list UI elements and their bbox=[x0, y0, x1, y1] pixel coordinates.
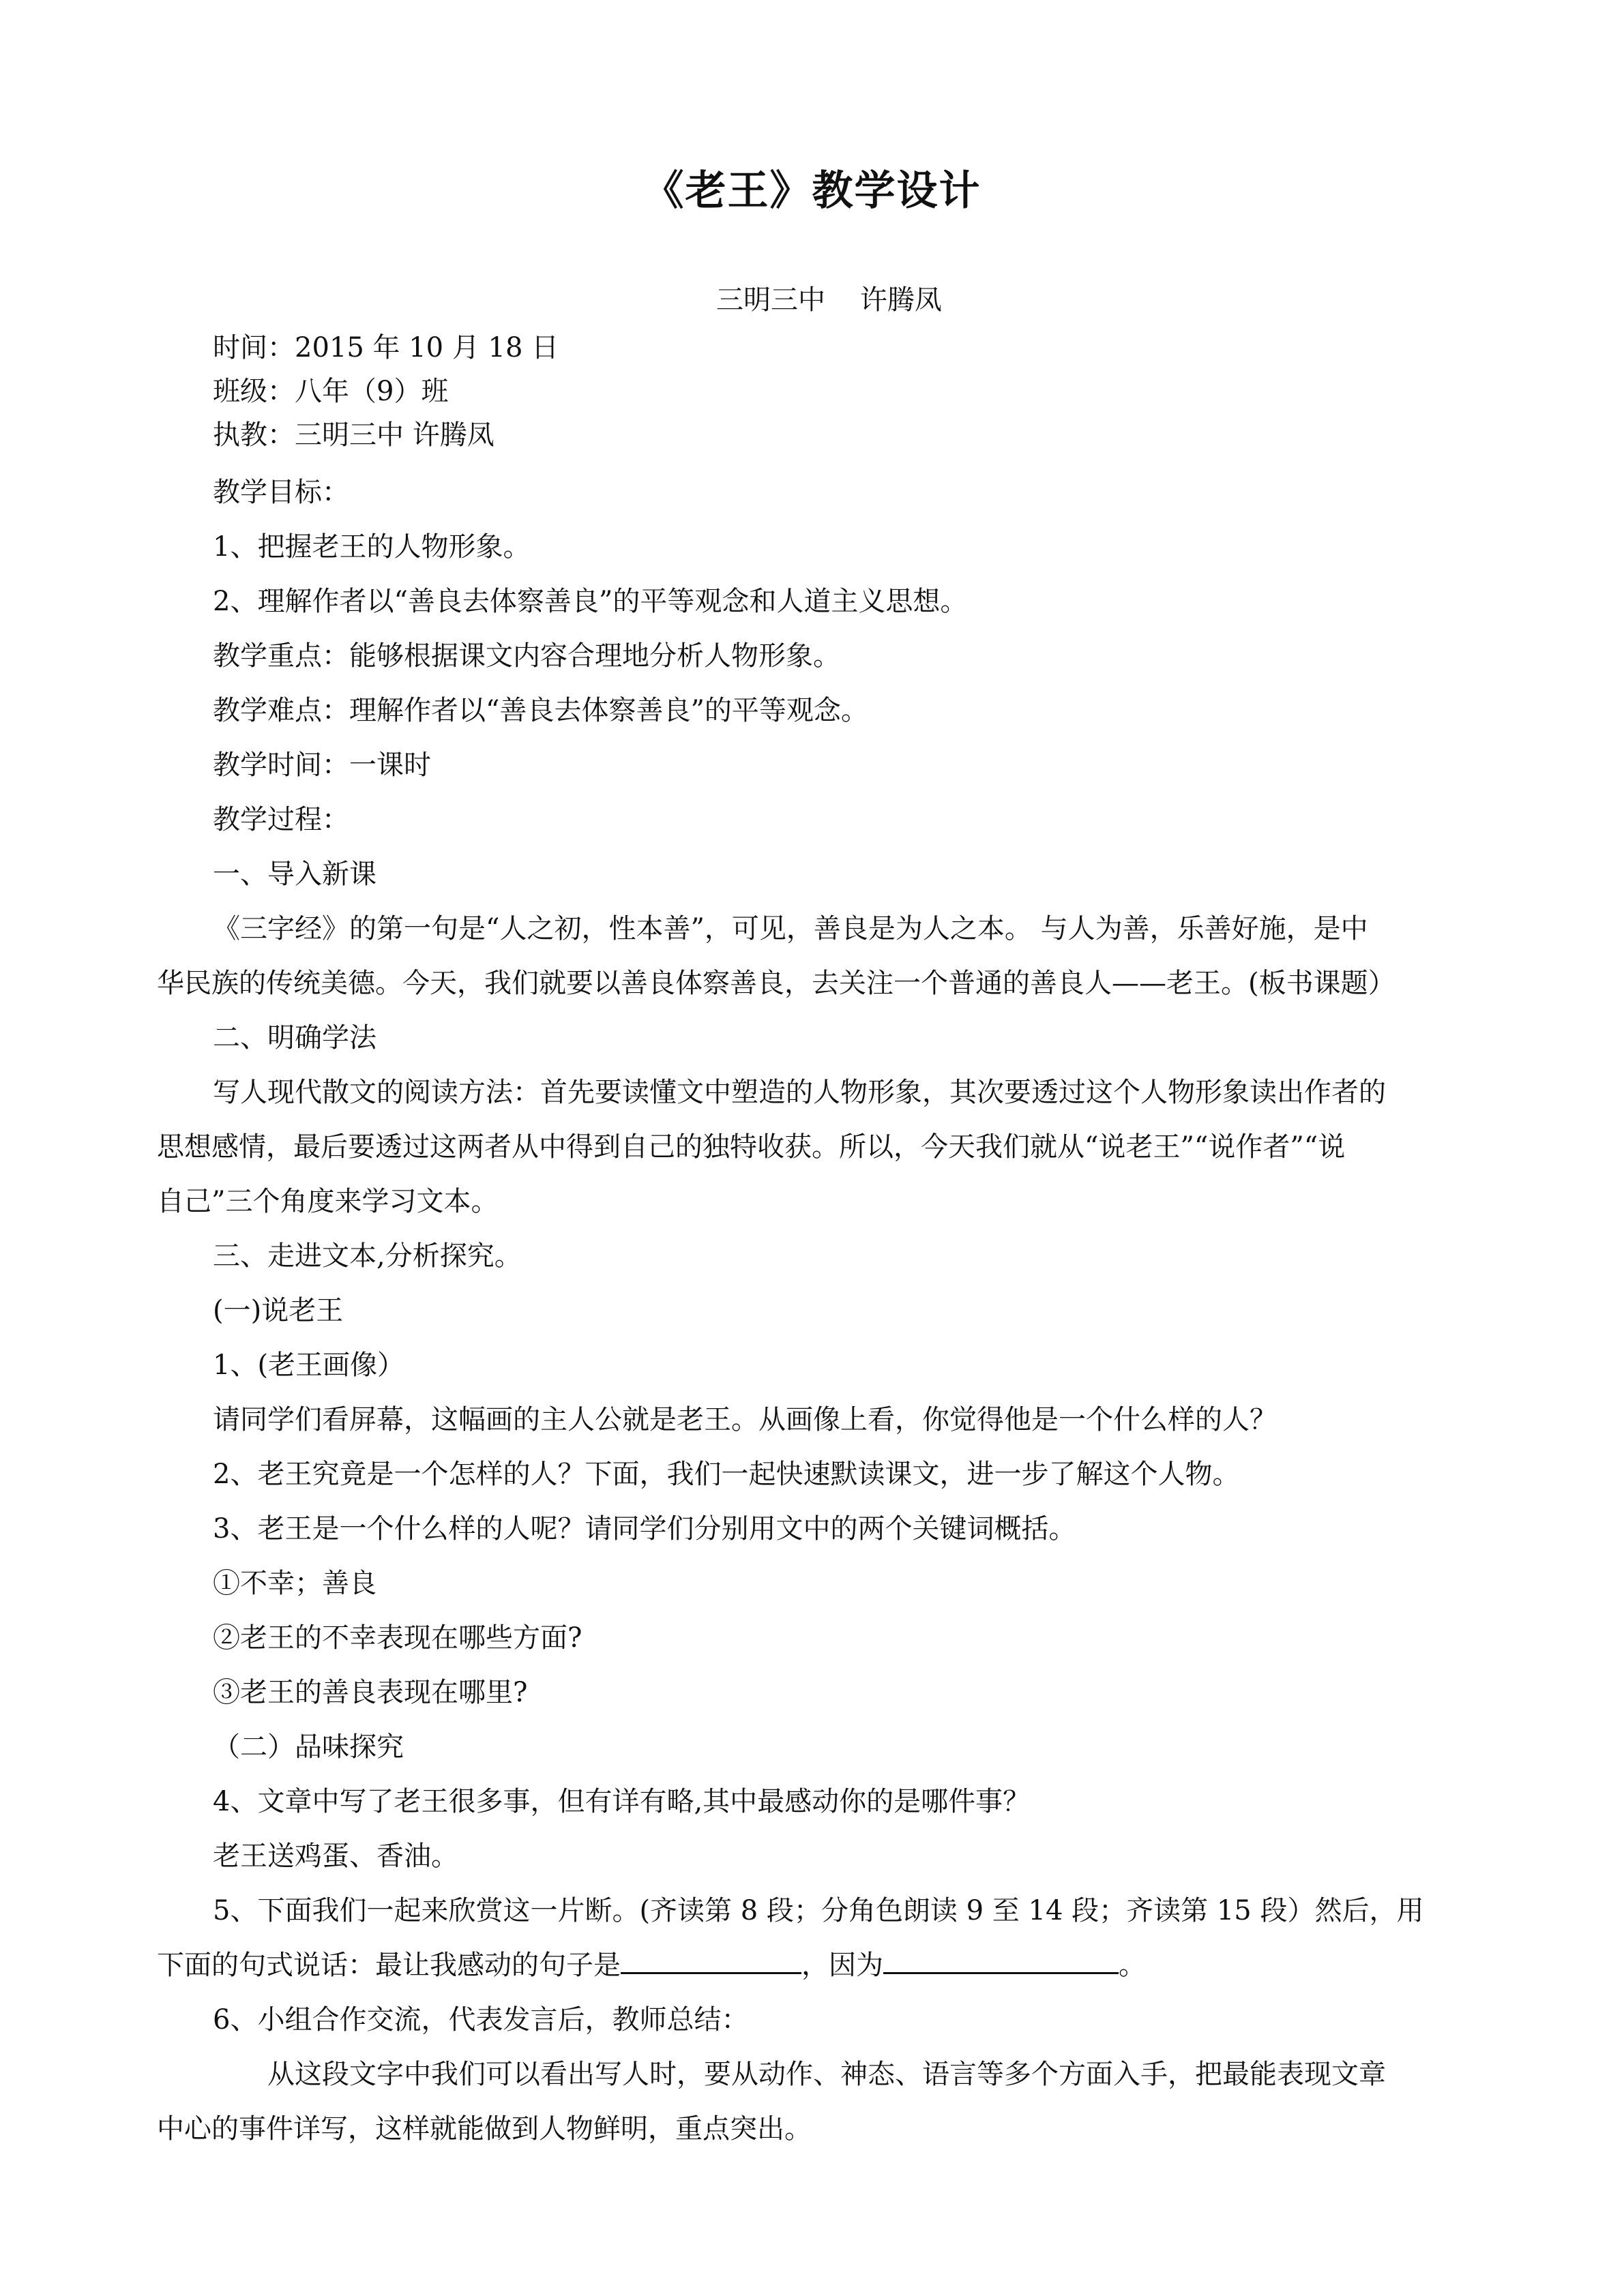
item-1: 1、(老王画像） bbox=[213, 1350, 405, 1381]
section-2-text-line-2: 思想感情，最后要透过这两者从中得到自己的独特收获。所以，今天我们就从“说老王”“说作者”“说 bbox=[157, 1131, 1346, 1163]
fill-blank-sentence bbox=[621, 1949, 801, 1974]
section-2-heading: 二、明确学法 bbox=[213, 1022, 377, 1054]
section-1-heading: 一、导入新课 bbox=[213, 859, 377, 890]
process-heading: 教学过程： bbox=[213, 804, 349, 835]
item-5-middle: ，因为 bbox=[801, 1950, 883, 1981]
section-1-text-line-1: 《三字经》的第一句是“人之初，性本善”，可见，善良是为人之本。 与人为善，乐善好施，是中 bbox=[213, 913, 1368, 944]
author-line: 三明三中 许腾凤 bbox=[716, 284, 942, 316]
item-1-text: 请同学们看屏幕，这幅画的主人公就是老王。从画像上看，你觉得他是一个什么样的人？ bbox=[213, 1404, 1277, 1435]
section-3-heading: 三、走进文本,分析探究。 bbox=[213, 1240, 522, 1272]
meta-time: 时间：2015 年 10 月 18 日 bbox=[213, 332, 559, 363]
document-title: 《老王》教学设计 bbox=[643, 167, 981, 215]
item-3-answer-a: ①不幸；善良 bbox=[213, 1568, 377, 1599]
item-3-question-c: ③老王的善良表现在哪里? bbox=[213, 1677, 528, 1708]
section-2-text-line-1: 写人现代散文的阅读方法：首先要读懂文中塑造的人物形象，其次要透过这个人物形象读出作者的 bbox=[213, 1077, 1386, 1108]
item-4: 4、文章中写了老王很多事，但有详有略,其中最感动你的是哪件事？ bbox=[213, 1786, 1031, 1817]
item-5-prefix: 下面的句式说话：最让我感动的句子是 bbox=[157, 1950, 621, 1981]
objective-1: 1、把握老王的人物形象。 bbox=[213, 531, 531, 563]
item-5-line-1: 5、下面我们一起来欣赏这一片断。(齐读第 8 段；分角色朗读 9 至 14 段；齐读第 15 段）然后，用 bbox=[213, 1895, 1424, 1926]
item-3: 3、老王是一个什么样的人呢？请同学们分别用文中的两个关键词概括。 bbox=[213, 1513, 1076, 1545]
meta-class: 班级：八年（9）班 bbox=[213, 376, 449, 407]
meta-teacher: 执教：三明三中 许腾凤 bbox=[213, 419, 494, 451]
key-point: 教学重点：能够根据课文内容合理地分析人物形象。 bbox=[213, 640, 840, 672]
summary-line-1: 从这段文字中我们可以看出写人时，要从动作、神态、语言等多个方面入手，把最能表现文章 bbox=[267, 2059, 1386, 2090]
summary-line-2: 中心的事件详写，这样就能做到人物鲜明，重点突出。 bbox=[157, 2113, 812, 2145]
subsection-1-heading: (一)说老王 bbox=[213, 1295, 344, 1326]
objectives-heading: 教学目标： bbox=[213, 477, 349, 508]
difficulty: 教学难点：理解作者以“善良去体察善良”的平等观念。 bbox=[213, 695, 868, 726]
item-5-suffix: 。 bbox=[1119, 1950, 1146, 1981]
section-1-text-line-2: 华民族的传统美德。今天，我们就要以善良体察善良，去关注一个普通的善良人——老王。(板书课题） bbox=[157, 968, 1396, 999]
item-5-line-2 bbox=[157, 1943, 1146, 1982]
item-3-question-b: ②老王的不幸表现在哪些方面? bbox=[213, 1622, 582, 1654]
item-4-answer: 老王送鸡蛋、香油。 bbox=[213, 1840, 458, 1872]
subsection-2-heading: （二）品味探究 bbox=[213, 1731, 404, 1763]
section-2-text-line-3: 自己”三个角度来学习文本。 bbox=[157, 1186, 499, 1217]
duration: 教学时间：一课时 bbox=[213, 749, 431, 781]
item-6: 6、小组合作交流，代表发言后，教师总结： bbox=[213, 2004, 749, 2036]
fill-blank-reason bbox=[883, 1949, 1119, 1974]
objective-2: 2、理解作者以“善良去体察善良”的平等观念和人道主义思想。 bbox=[213, 586, 968, 617]
item-2: 2、老王究竟是一个怎样的人？下面，我们一起快速默读课文，进一步了解这个人物。 bbox=[213, 1459, 1240, 1490]
